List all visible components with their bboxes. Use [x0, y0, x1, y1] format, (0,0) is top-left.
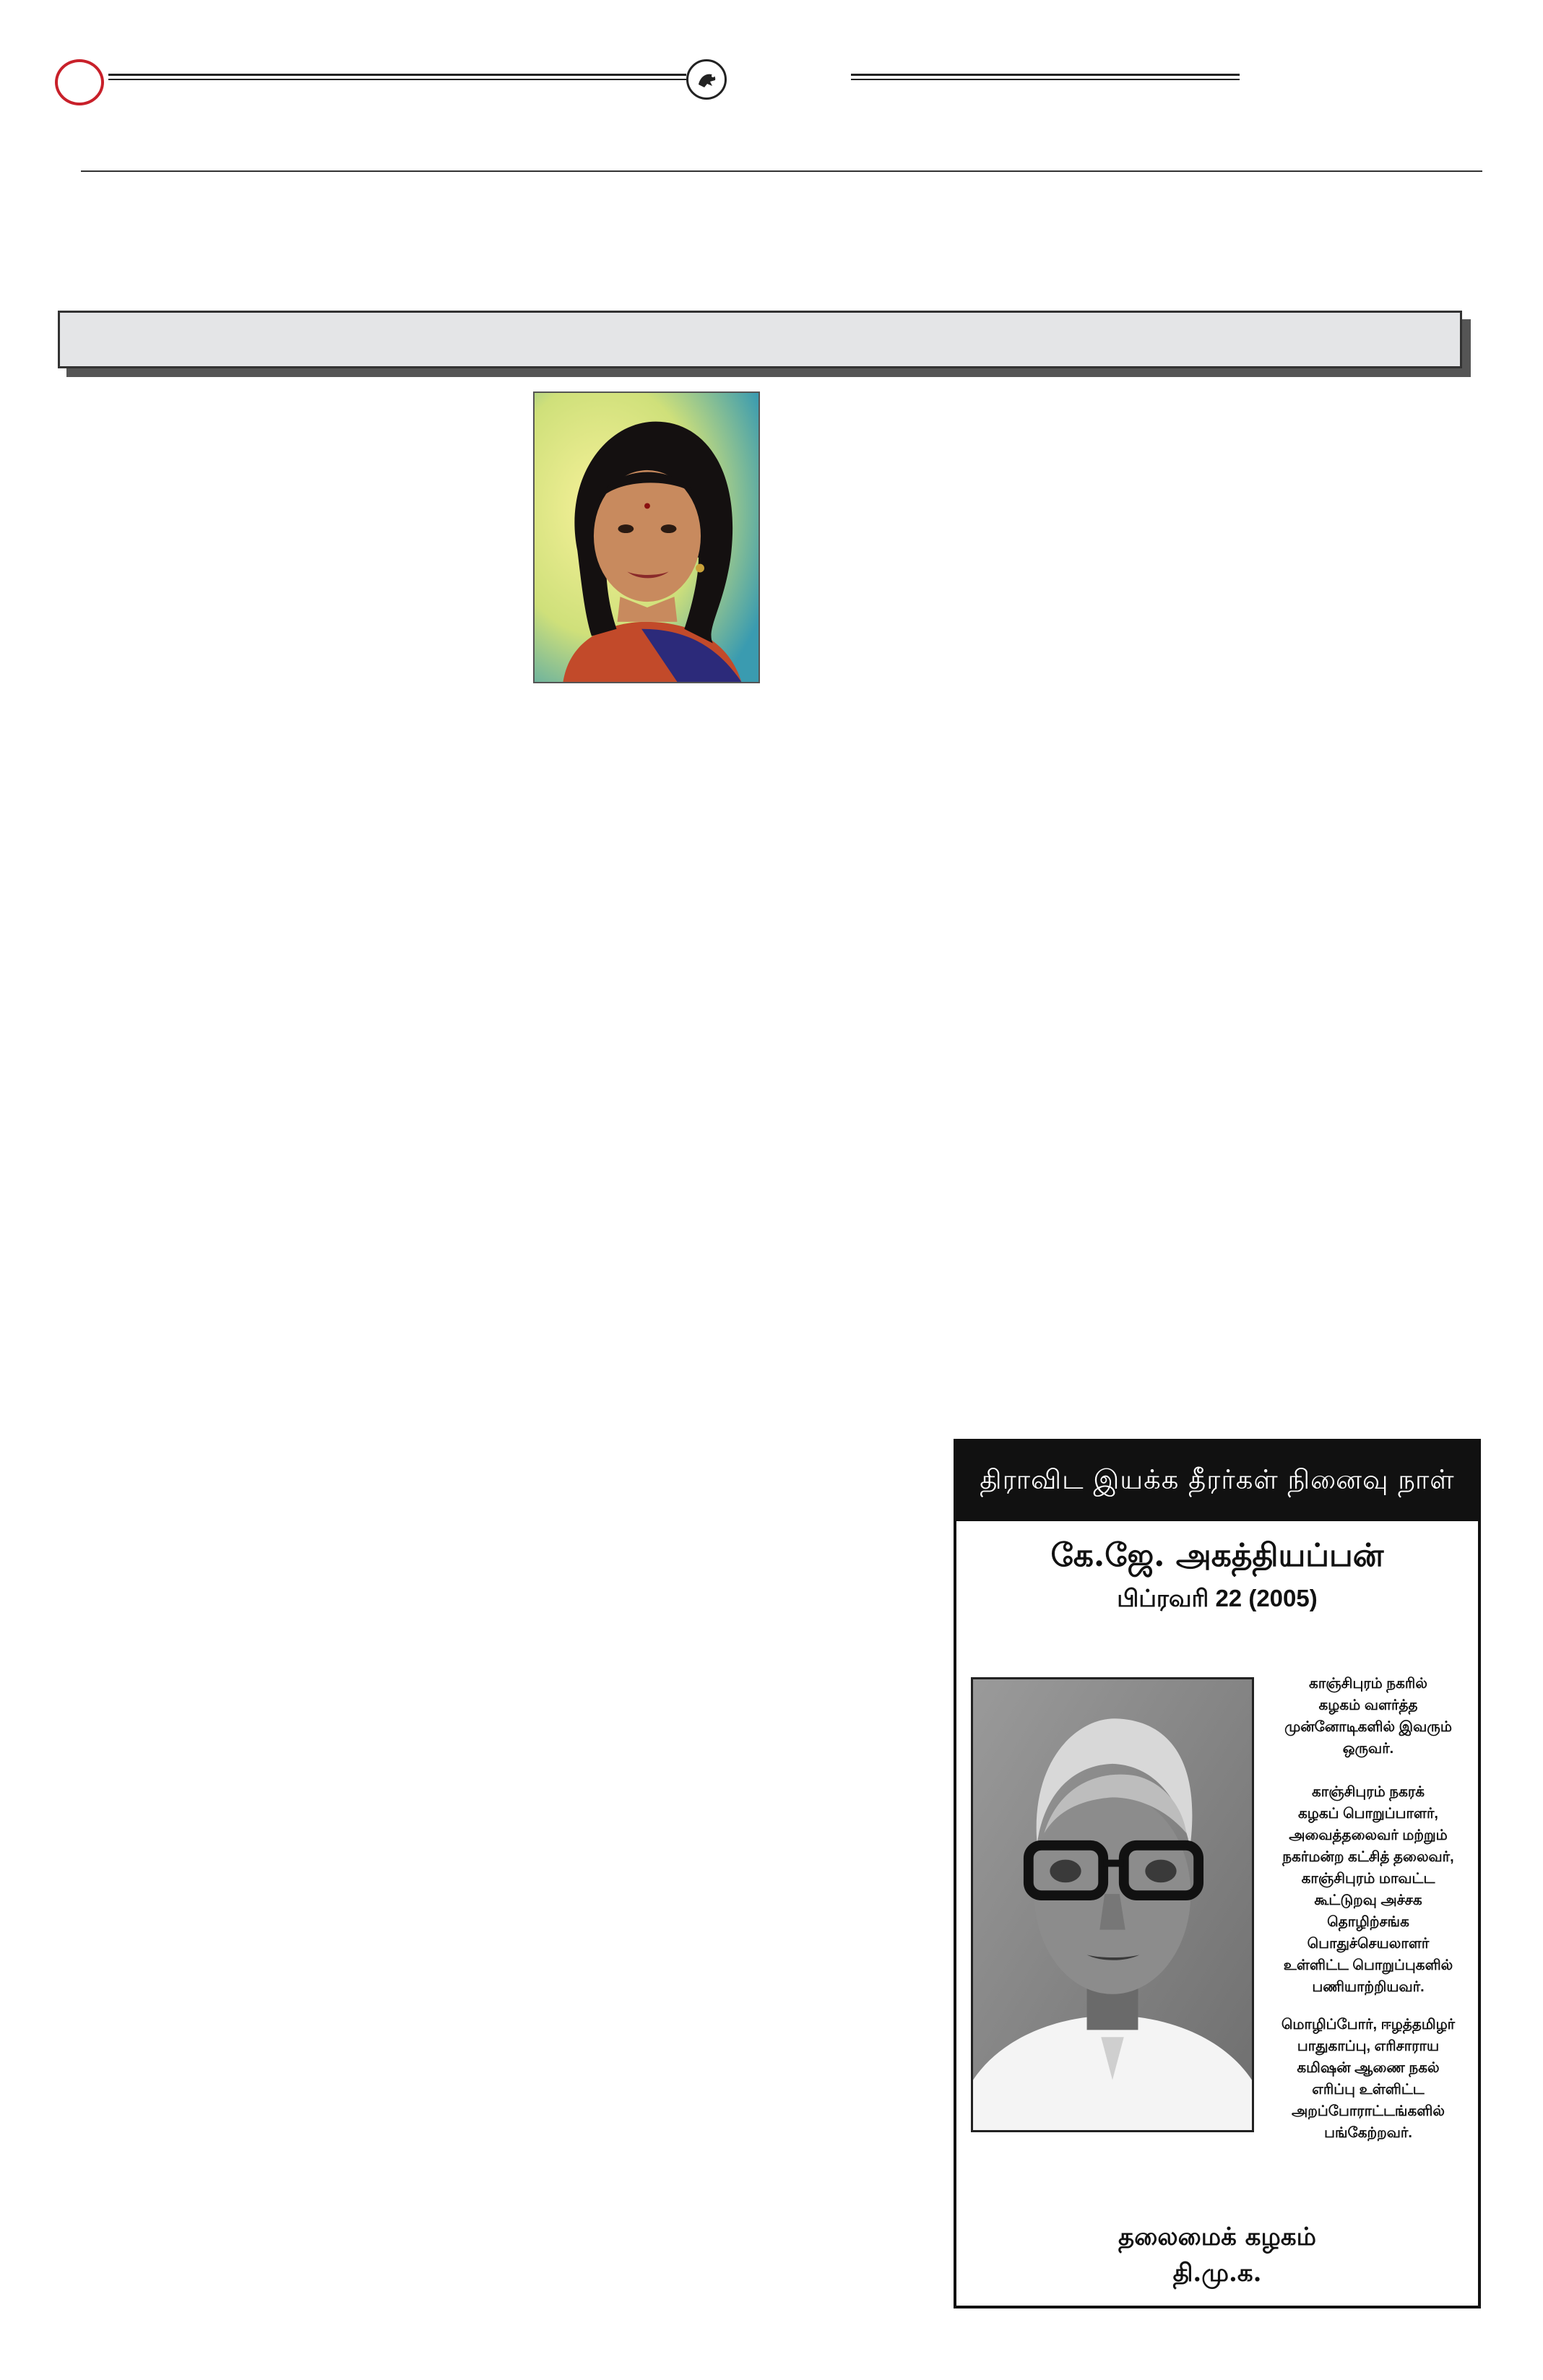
header-rule-right	[851, 74, 1240, 80]
woman-portrait-photo	[533, 391, 760, 683]
honoree-name: கே.ஜே. அகத்தியப்பன்	[1050, 1537, 1384, 1574]
memorial-notice	[954, 1439, 1481, 2308]
issuer-line-2: தி.மு.க.	[1172, 2259, 1262, 2288]
issuer-signature	[956, 2219, 1478, 2291]
bio-paragraph-2: காஞ்சிபுரம் நகரக் கழகப் பொறுப்பாளர், அவைத்தலைவர் மற்றும் நகர்மன்ற கட்சித் தலைவர், காஞ்சிபுரம் மாவட்ட கூட்டுறவு அச்சக தொழிற்சங்க பொதுச்செயலாளர் உள்ளிட்ட பொறுப்புகளில் பணியாற்றியவர்.	[1282, 1784, 1454, 1995]
header-rule-left	[108, 74, 686, 80]
memorial-header-text: திராவிட இயக்க தீரர்கள் நினைவு நாள்	[980, 1464, 1455, 1495]
party-emblem-icon	[686, 59, 727, 100]
bio-paragraph-3: மொழிப்போர், ஈழத்தமிழர் பாதுகாப்பு, எரிசாராய கமிஷன் ஆணை நகல் எரிப்பு உள்ளிட்ட அறப்போராட்டங்களில் பங்கேற்றவர்.	[1281, 2017, 1456, 2141]
honoree-date: பிப்ரவரி 22 (2005)	[1117, 1585, 1318, 1611]
memorial-header	[956, 1442, 1478, 1521]
article-title-banner	[58, 311, 1462, 368]
honoree-photo	[971, 1677, 1254, 2132]
bio-paragraph-1: காஞ்சிபுரம் நகரில் கழகம் வளர்த்த முன்னோடிகளில் இவரும் ஒருவர்.	[1284, 1676, 1452, 1757]
issuer-line-1: தலைமைக் கழகம்	[1118, 2223, 1316, 2251]
page-number-circle	[55, 59, 104, 105]
header-divider	[81, 170, 1482, 172]
